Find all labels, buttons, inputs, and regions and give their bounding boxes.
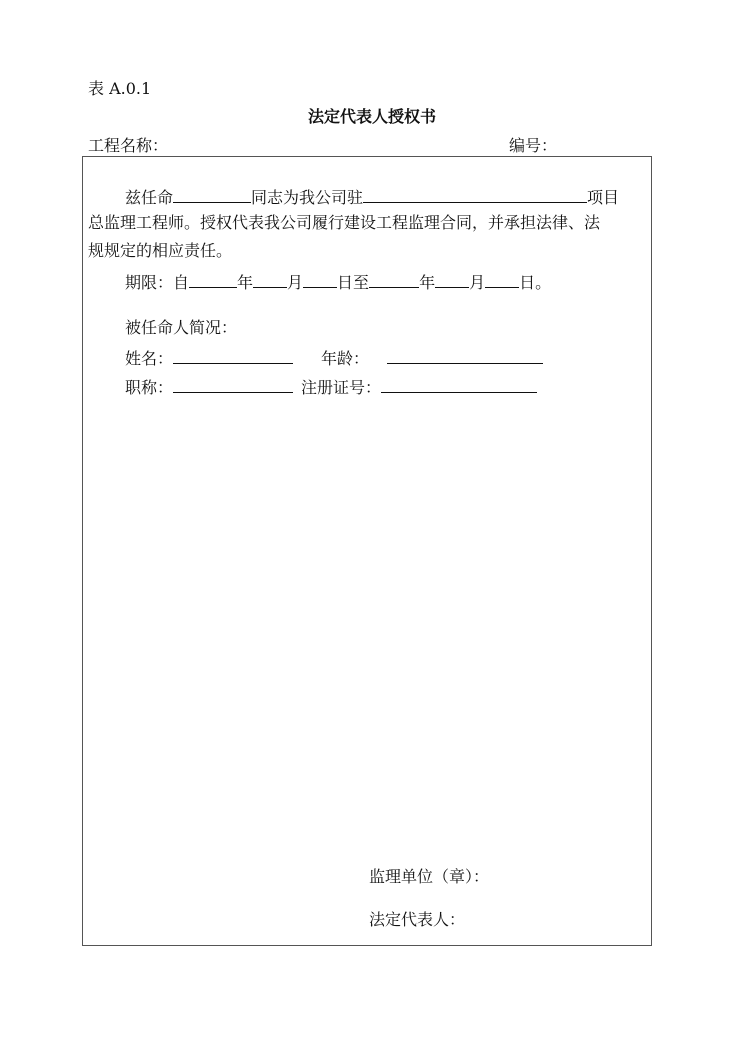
name-age-row xyxy=(125,346,543,369)
appoint-prefix: 兹任命 xyxy=(125,188,174,207)
name-blank[interactable] xyxy=(173,346,293,364)
term-line xyxy=(125,270,551,293)
appoint-mid: 同志为我公司驻 xyxy=(251,188,364,207)
day-to-text: 日至 xyxy=(337,273,370,292)
age-blank[interactable] xyxy=(387,346,543,364)
project-name-label: 工程名称： xyxy=(88,136,169,155)
responsibility-line-2: 规规定的相应责任。 xyxy=(88,241,233,260)
name-label: 姓名： xyxy=(125,349,174,368)
start-day-blank[interactable] xyxy=(303,270,337,288)
end-day-blank[interactable] xyxy=(485,270,519,288)
reg-no-blank[interactable] xyxy=(381,375,537,393)
legal-representative-label: 法定代表人： xyxy=(369,910,466,929)
start-month-blank[interactable] xyxy=(253,270,287,288)
appointee-name-blank[interactable] xyxy=(173,185,251,203)
month-text: 月 xyxy=(287,273,304,292)
end-year-blank[interactable] xyxy=(369,270,419,288)
year-text: 年 xyxy=(419,273,436,292)
authorization-form-box xyxy=(82,156,652,946)
responsibility-line-1: 总监理工程师。授权代表我公司履行建设工程监理合同，并承担法律、法 xyxy=(88,213,601,232)
age-label: 年龄： xyxy=(321,349,370,368)
form-code: 表 A.0.1 xyxy=(88,79,152,98)
profile-heading: 被任命人简况： xyxy=(125,318,238,337)
appointment-line xyxy=(125,185,619,208)
project-site-blank[interactable] xyxy=(363,185,587,203)
day-end-text: 日。 xyxy=(519,273,552,292)
start-year-blank[interactable] xyxy=(189,270,237,288)
document-title: 法定代表人授权书 xyxy=(307,107,436,126)
title-regno-row xyxy=(125,375,537,398)
document-number-label: 编号： xyxy=(509,136,558,155)
title-blank[interactable] xyxy=(173,375,293,393)
term-label: 期限：自 xyxy=(125,273,190,292)
year-text: 年 xyxy=(237,273,254,292)
end-month-blank[interactable] xyxy=(435,270,469,288)
title-label: 职称： xyxy=(125,378,174,397)
appoint-suffix: 项目 xyxy=(587,188,620,207)
reg-no-label: 注册证号： xyxy=(301,378,382,397)
month-text: 月 xyxy=(469,273,486,292)
supervision-unit-label: 监理单位（章）： xyxy=(369,867,490,886)
